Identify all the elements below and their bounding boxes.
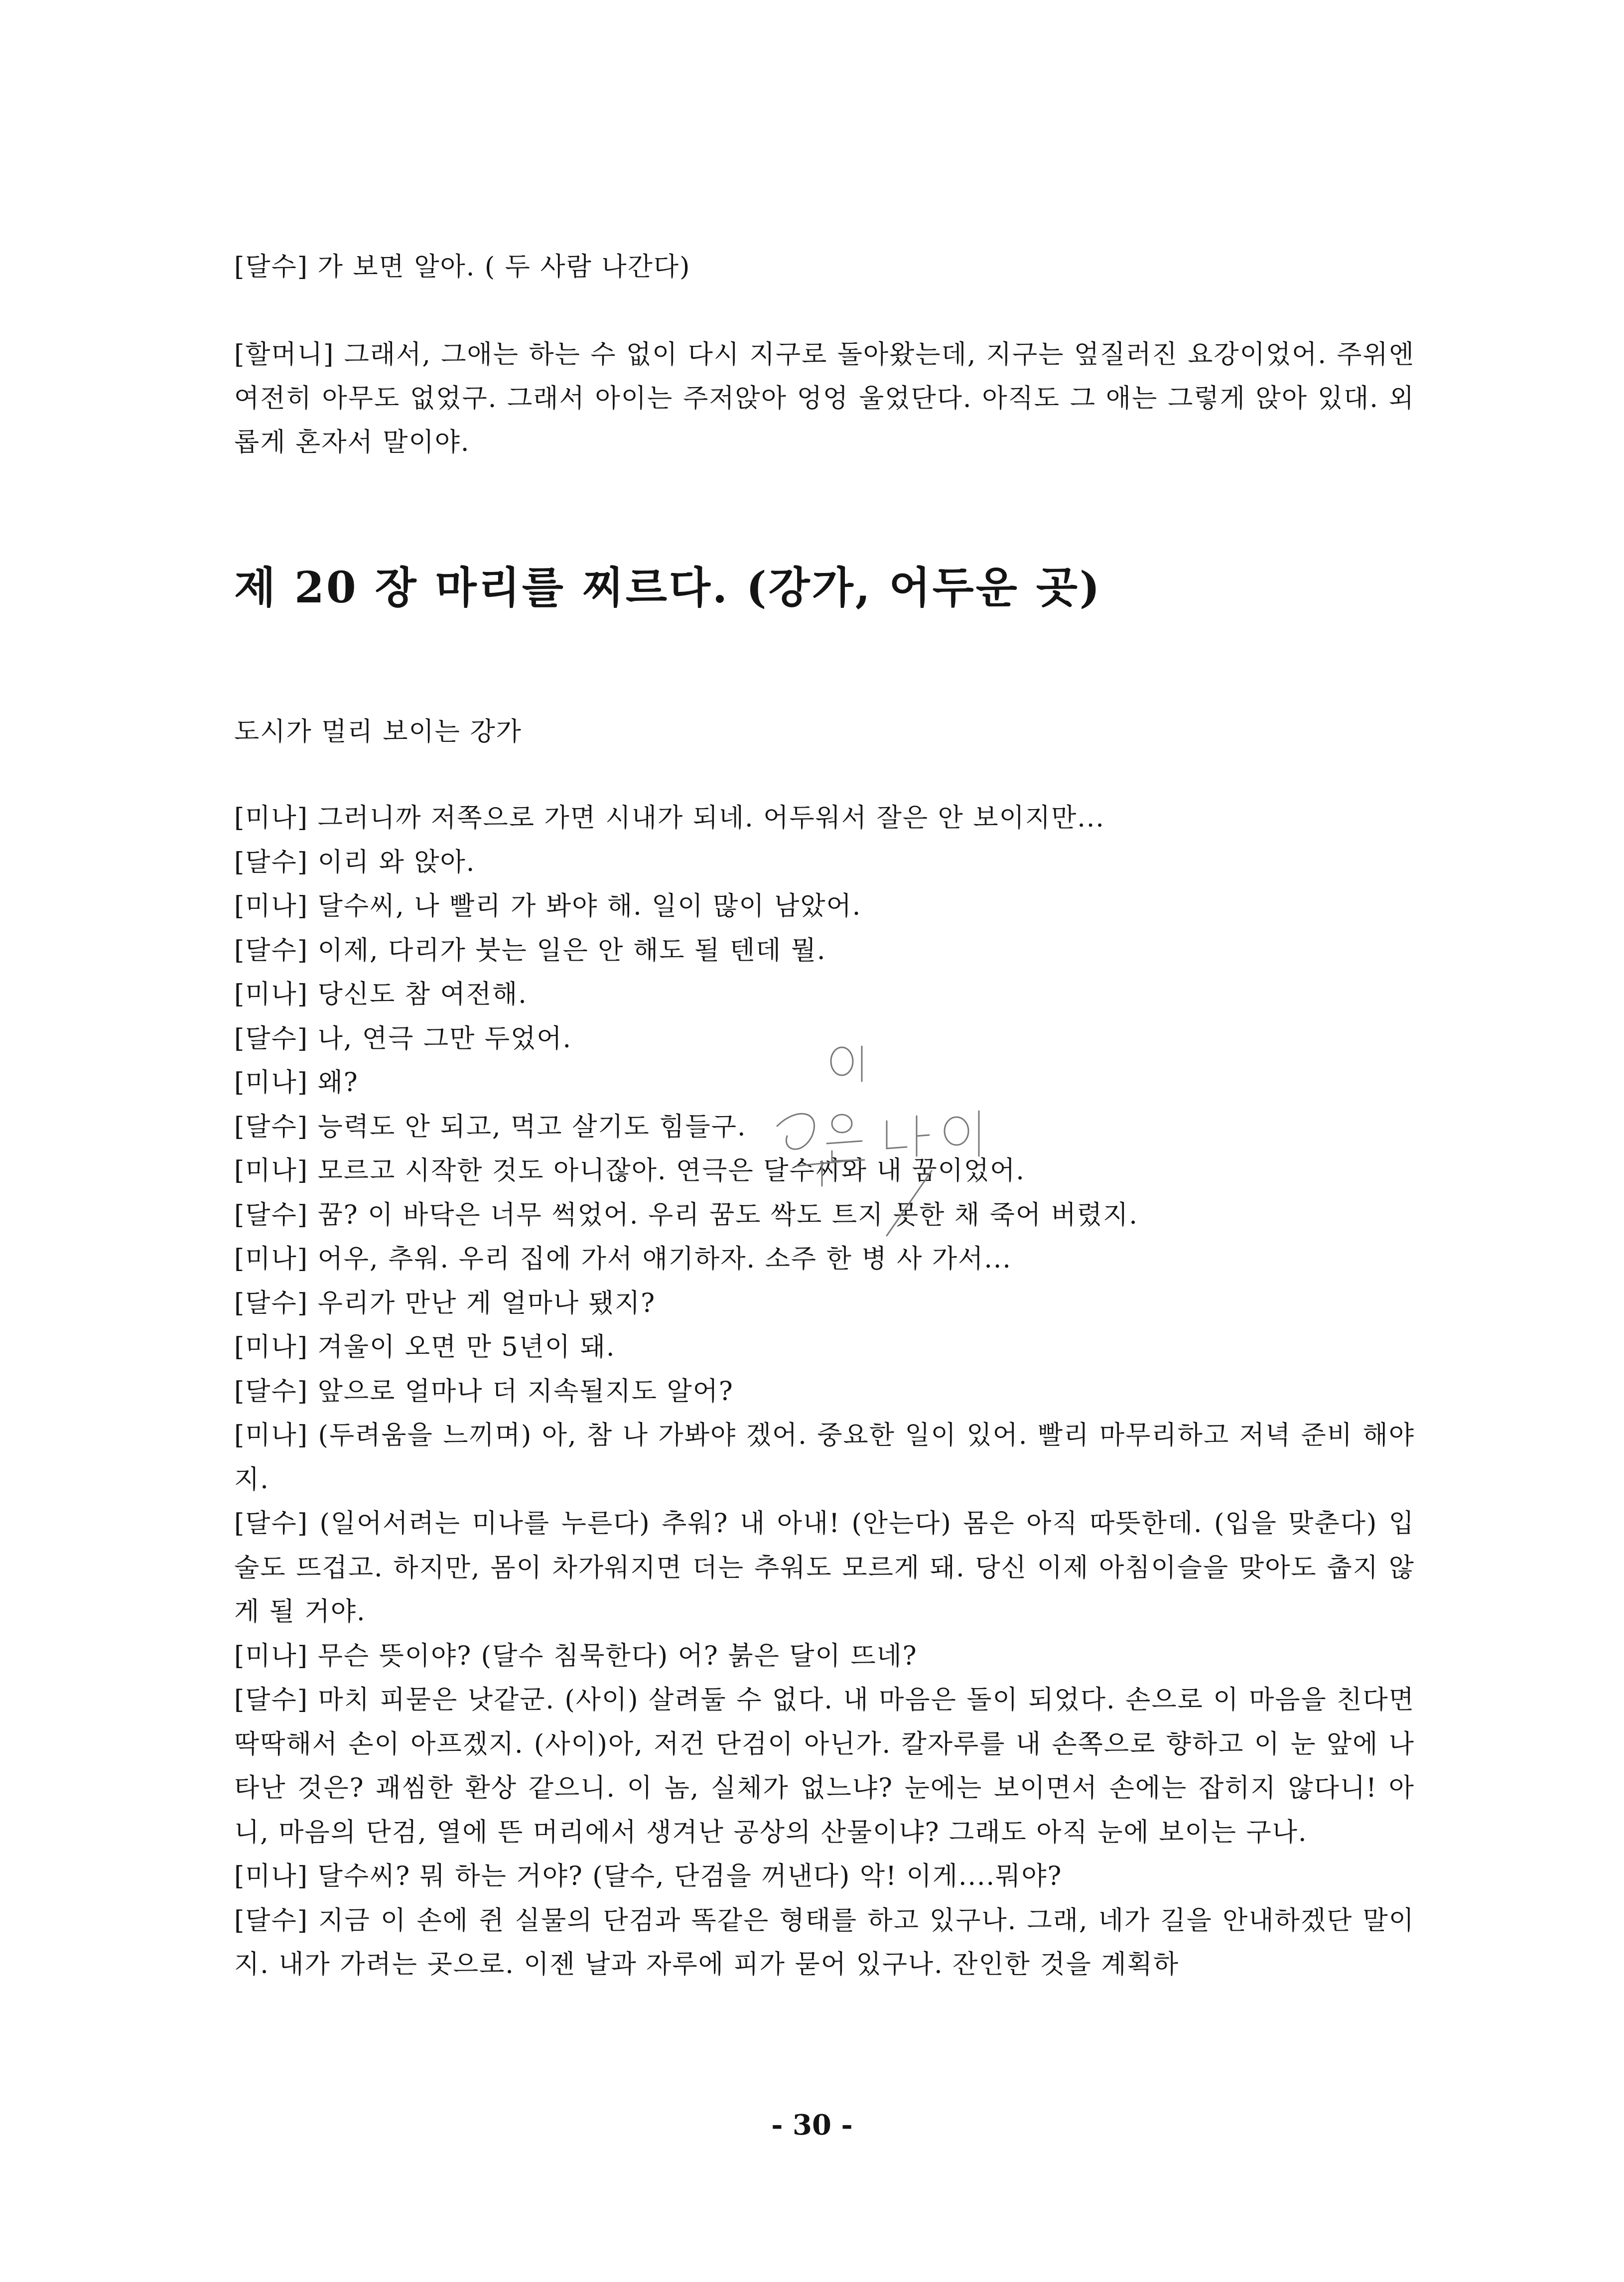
dialogue-line: [달수] 우리가 만난 게 얼마나 됐지? (234, 1288, 656, 1318)
dialogue-line: [미나] (두려움을 느끼며) 아, 참 나 가봐야 겠어. 중요한 일이 있어. 빨리 마무리하고 저녁 준비 해야지. (234, 1421, 1415, 1495)
grandmother-paragraph-block (234, 333, 1415, 464)
handwritten-annotation (767, 1036, 1046, 1246)
page-number: - 30 - (771, 2109, 853, 2141)
dialogue-line: [미나] 그러니까 저쪽으로 가면 시내가 되네. 어두워서 잘은 안 보이지만... (234, 803, 1105, 833)
chapter-title: 제 20 장 마리를 찌르다. (강가, 어두운 곳) (234, 563, 1102, 613)
dialogue-line-dalsu-exit: [달수] 가 보면 알아. ( 두 사람 나간다) (234, 252, 691, 282)
dialogue-line: [미나] 당신도 참 여전해. (234, 980, 528, 1009)
dialogue-line: [달수] 마치 피묻은 낫같군. (사이) 살려둘 수 없다. 내 마음은 돌이 되었다. 손으로 이 마음을 친다면 딱딱해서 손이 아프겠지. (사이)아, 저건 단검이 아닌가. 칼자루를 내 손쪽으로 향하고 이 눈 앞에 나타난 것은? 괘씸한 환상 같으니. 이 놈, 실체가 없느냐? 눈에는 보이면서 손에는 잡히지 않다니! 아니, 마음의 단검, 열에 뜬 머리에서 생겨난 공상의 산물이냐? 그래도 아직 눈에 보이는 구나. (234, 1685, 1415, 1848)
dialogue-line: [달수] 지금 이 손에 쥔 실물의 단검과 똑같은 형태를 하고 있구나. 그래, 네가 길을 안내하겠단 말이지. 내가 가려는 곳으로. 이젠 날과 자루에 피가 묻어 있구나. 잔인한 것을 계획하 (234, 1905, 1415, 1980)
top-section (234, 245, 1415, 289)
dialogue-line: [달수] 능력도 안 되고, 먹고 살기도 힘들구. (234, 1112, 747, 1142)
scene-description: 도시가 멀리 보이는 강가 (234, 717, 522, 747)
dialogue-line: [미나] 무슨 뜻이야? (달수 침묵한다) 어? 붉은 달이 뜨네? (234, 1641, 918, 1671)
dialogue-line: [미나] 겨울이 오면 만 5년이 돼. (234, 1332, 616, 1362)
dialogue-line: [미나] 달수씨, 나 빨리 가 봐야 해. 일이 많이 남았어. (234, 891, 862, 921)
dialogue-line: [달수] 나, 연극 그만 두었어. (234, 1023, 572, 1054)
dialogue-list (234, 796, 1415, 1987)
dialogue-line: [달수] 이제, 다리가 붓는 일은 안 해도 될 텐데 뭘. (234, 935, 826, 966)
dialogue-line: [미나] 달수씨? 뭐 하는 거야? (달수, 단검을 꺼낸다) 악! 이게....뭐야? (234, 1861, 1063, 1891)
dialogue-line: [달수] (일어서려는 미나를 누른다) 추워? 내 아내! (안는다) 몸은 아직 따뜻한데. (입을 맞춘다) 입술도 뜨겁고. 하지만, 몸이 차가워지면 더는 추워도 모르게 돼. 당신 이제 아침이슬을 맞아도 춥지 않게 될 거야. (234, 1509, 1415, 1627)
dialogue-line: [미나] 모르고 시작한 것도 아니잖아. 연극은 달수씨와 내 꿈이었어. (234, 1156, 1025, 1186)
dialogue-line-grandmother: [할머니] 그래서, 그애는 하는 수 없이 다시 지구로 돌아왔는데, 지구는 엎질러진 요강이었어. 주위엔 여전히 아무도 없었구. 그래서 아이는 주저앉아 엉엉 울었단다. 아직도 그 애는 그렇게 앉아 있대. 외롭게 혼자서 말이야. (234, 340, 1415, 457)
dialogue-line: [달수] 꿈? 이 바닥은 너무 썩었어. 우리 꿈도 싹도 트지 못한 채 죽어 버렸지. (234, 1200, 1138, 1230)
dialogue-line: [달수] 이리 와 앉아. (234, 847, 476, 877)
dialogue-line: [미나] 왜? (234, 1068, 359, 1098)
dialogue-line: [미나] 어우, 추워. 우리 집에 가서 얘기하자. 소주 한 병 사 가서... (234, 1244, 1012, 1274)
dialogue-line: [달수] 앞으로 얼마나 더 지속될지도 알어? (234, 1376, 734, 1407)
